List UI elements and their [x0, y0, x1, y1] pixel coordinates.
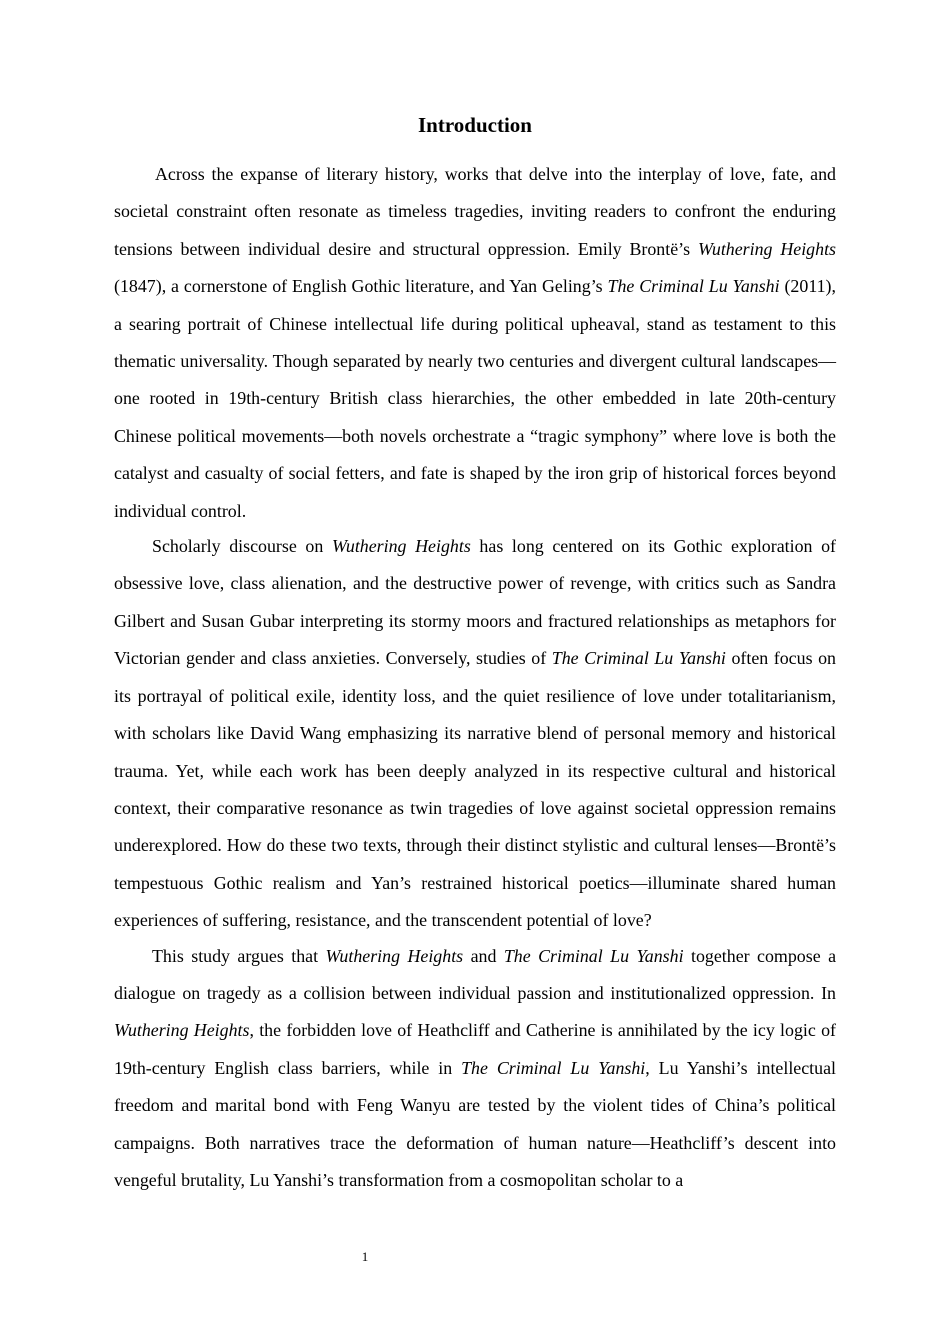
paragraph-3 [114, 938, 836, 1200]
paragraph-3-segment-1: This study argues that [152, 945, 326, 966]
paragraph-3-segment-5: together compose a dialogue on tragedy as a collision between individual passion and institutionalized oppression. In [114, 945, 837, 1003]
body-text [114, 156, 836, 1199]
paragraph-1-segment-3: (1847), a cornerstone of English Gothic literature, and Yan Geling’s [114, 276, 608, 297]
paragraph-3-title-wuthering-heights-2: Wuthering Heights [114, 1020, 250, 1041]
paragraph-1-title-criminal-lu-yanshi: The Criminal Lu Yanshi [607, 276, 780, 297]
paragraph-2-title-criminal-lu-yanshi: The Criminal Lu Yanshi [551, 648, 726, 669]
paragraph-3-title-criminal-lu-yanshi: The Criminal Lu Yanshi [503, 945, 684, 966]
paragraph-2 [114, 528, 836, 939]
page-number: 1 [361, 1249, 369, 1264]
page-title: Introduction [418, 113, 532, 137]
paragraph-3-segment-3: and [463, 945, 504, 966]
paragraph-1 [114, 156, 836, 530]
paragraph-1-segment-1: Across the expanse of literary history, works that delve into the interplay of love, fate, and societal constraint often resonate as timeless tragedies, inviting readers to confront the enduring tensions between individual desire and structural oppression. Emily Brontë’s [114, 164, 836, 259]
paragraph-2-segment-5: often focus on its portrayal of political exile, identity loss, and the quiet resilience of love under totalitarianism, with scholars like David Wang emphasizing its narrative blend of personal memory and historical trauma. Yet, while each work has been deeply analyzed in its respective cultural and historical context, their comparative resonance as twin tragedies of love against societal oppression remains underexplored. How do these two texts, through their distinct stylistic and cultural lenses—Brontë’s tempestuous Gothic realism and Yan’s restrained historical poetics—illuminate shared human experiences of suffering, resistance, and the transcendent potential of love? [114, 648, 836, 931]
paragraph-2-segment-1: Scholarly discourse on [152, 536, 332, 557]
paragraph-3-title-wuthering-heights: Wuthering Heights [325, 945, 464, 966]
paragraph-2-title-wuthering-heights: Wuthering Heights [331, 536, 471, 557]
paragraph-1-segment-5: (2011), a searing portrait of Chinese intellectual life during political upheaval, stand as testament to this thematic universality. Though separated by nearly two centuries and divergent cultural landscapes—one rooted in 19th-century British class hierarchies, the other embedded in late 20th-century Chinese political movements—both novels orchestrate a “tragic symphony” where love is both the catalyst and casualty of social fetters, and fate is shaped by the iron grip of historical forces beyond individual control. [114, 276, 836, 521]
paragraph-3-segment-7: , the forbidden love of Heathcliff and Catherine is annihilated by the icy logic of 19th-century English class barriers, while in [114, 1020, 836, 1078]
paragraph-1-title-wuthering-heights: Wuthering Heights [697, 238, 837, 259]
paragraph-3-title-criminal-lu-yanshi-2: The Criminal Lu Yanshi [461, 1057, 646, 1078]
paragraph-3-segment-9: , Lu Yanshi’s intellectual freedom and marital bond with Feng Wanyu are tested by the violent tides of China’s political campaigns. Both narratives trace the deformation of human nature—Heathcliff’s descent into vengeful brutality, Lu Yanshi’s transformation from a cosmopolitan scholar to a [114, 1057, 837, 1190]
paragraph-2-segment-3: has long centered on its Gothic exploration of obsessive love, class alienation, and the destructive power of revenge, with critics such as Sandra Gilbert and Susan Gubar interpreting its stormy moors and fractured relationships as metaphors for Victorian gender and class anxieties. Conversely, studies of [114, 536, 837, 669]
